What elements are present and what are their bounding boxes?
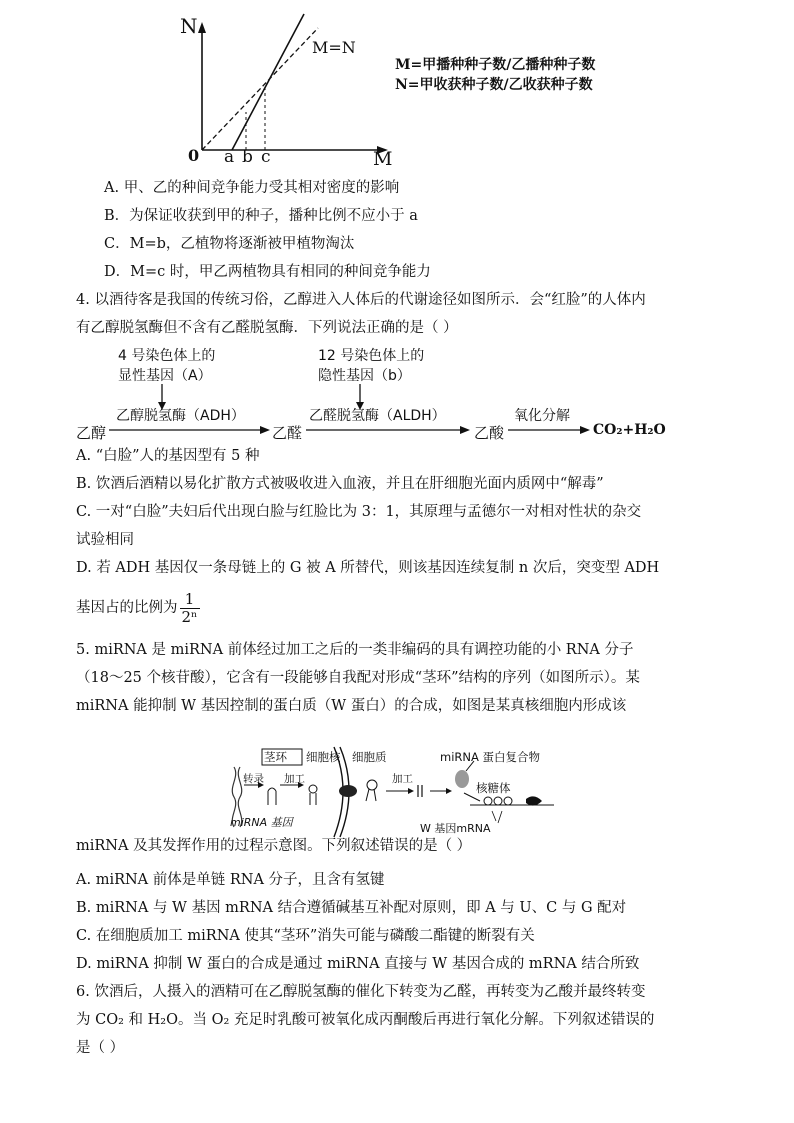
competition-graph	[180, 8, 400, 168]
origin-label: 0	[188, 146, 200, 165]
q4-option-d-text: 基因占的比例为	[76, 600, 178, 616]
nucleus-label: 细胞核	[306, 750, 341, 764]
q5-option-b: B. miRNA 与 W 基因 mRNA 结合遵循碱基互补配对原则，即 A 与 U、C 与 G 配对	[76, 900, 627, 916]
q4-option-c-line-2: 试验相同	[76, 532, 134, 548]
q4-option-d-line-2	[76, 590, 200, 626]
q6-stem-line-2: 为 CO₂ 和 H₂O。当 O₂ 充足时乳酸可被氧化成丙酮酸后再进行氧化分解。下列叙述错误的	[76, 1012, 655, 1028]
enzyme-adh-label: 乙醇脱氢酶（ADH）	[116, 408, 245, 424]
q3-option-b: B．为保证收获到甲的种子，播种比例不应小于 a	[104, 208, 418, 224]
q5-stem-line-4: miRNA 及其发挥作用的过程示意图。下列叙述错误的是（ ）	[76, 838, 472, 854]
processing-label-1: 加工	[284, 773, 305, 785]
tick-c-label: c	[261, 147, 271, 167]
fraction-numerator: 1	[180, 591, 200, 609]
y-axis-label: N	[180, 14, 198, 38]
tick-b-label: b	[242, 147, 253, 167]
y-axis-arrow	[198, 22, 206, 33]
legend-n-definition: N=甲收获种子数/乙收获种子数	[395, 77, 593, 93]
oxidation-label: 氧化分解	[514, 408, 570, 424]
node-ethanol: 乙醇	[76, 424, 107, 442]
gene2-label-line2: 隐性基因（b）	[318, 368, 411, 384]
q4-option-b: B. 饮酒后酒精以易化扩散方式被吸收进入血液，并且在肝细胞光面内质网中“解毒”	[76, 476, 604, 492]
transcription-label: 转录	[243, 773, 264, 785]
q6-stem-line-3: 是（ ）	[76, 1040, 125, 1056]
legend-m-definition: M=甲播种种子数/乙播种种子数	[395, 57, 596, 73]
complex-label: miRNA 蛋白复合物	[440, 750, 541, 764]
q6-stem-line-1: 6. 饮酒后，人摄入的酒精可在乙醇脱氢酶的催化下转变为乙醛，再转变为乙酸并最终转变	[76, 984, 646, 1000]
stem-loop-label: 茎环	[264, 750, 287, 764]
q4-option-c-line-1: C. 一对“白脸”夫妇后代出现白脸与红脸比为 3：1，其原理与孟德尔一对相对性状的杂交	[76, 504, 642, 520]
q4-stem-line-1: 4. 以酒待客是我国的传统习俗，乙醇进入人体后的代谢途径如图所示．会“红脸”的人体内	[76, 292, 646, 308]
dashed-m-equals-n-line	[202, 28, 318, 150]
q3-option-c: C．M=b，乙植物将逐渐被甲植物淘汰	[104, 236, 355, 252]
q5-option-d: D. miRNA 抑制 W 蛋白的合成是通过 miRNA 直接与 W 基因合成的 mRNA 结合所致	[76, 956, 640, 972]
node-acetaldehyde: 乙醛	[272, 424, 303, 442]
gene2-label-line1: 12 号染色体上的	[318, 348, 425, 364]
gene1-label-line2: 显性基因（A）	[118, 368, 212, 384]
processing-label-2: 加工	[392, 773, 413, 785]
q5-stem-line-2: （18～25 个核苷酸），它含有一段能够自我配对形成“茎环”结构的序列（如图所示）。某	[76, 670, 640, 686]
q3-option-a: A. 甲、乙的种间竞争能力受其相对密度的影响	[104, 180, 400, 196]
enzyme-aldh-label: 乙醛脱氢酶（ALDH）	[309, 408, 446, 424]
cytoplasm-label: 细胞质	[352, 750, 387, 764]
q5-option-a: A. miRNA 前体是单链 RNA 分子，且含有氢键	[76, 872, 385, 888]
fraction-denominator: 2ⁿ	[181, 607, 198, 626]
solid-n-line	[232, 14, 304, 150]
node-acetic-acid: 乙酸	[474, 424, 505, 442]
q5-stem-line-1: 5. miRNA 是 miRNA 前体经过加工之后的一类非编码的具有调控功能的小 RNA 分子	[76, 642, 634, 658]
w-mrna-label: W 基因mRNA	[420, 822, 491, 835]
q4-option-a: A. “白脸”人的基因型有 5 种	[76, 448, 260, 464]
fraction	[180, 591, 200, 626]
q5-stem-line-3: miRNA 能抑制 W 基因控制的蛋白质（W 蛋白）的合成，如图是某真核细胞内形成该	[76, 698, 627, 714]
line-label: M=N	[312, 38, 356, 57]
q4-stem-line-2: 有乙醇脱氢酶但不含有乙醛脱氢酶．下列说法正确的是（ ）	[76, 320, 458, 336]
q3-option-d: D．M=c 时，甲乙两植物具有相同的种间竞争能力	[104, 264, 431, 280]
mirna-gene-label: miRNA 基因	[230, 816, 293, 829]
node-product: CO₂+H₂O	[593, 422, 666, 438]
ribosome-label: 核糖体	[476, 781, 511, 795]
q5-option-c: C. 在细胞质加工 miRNA 使其“茎环”消失可能与磷酸二酯键的断裂有关	[76, 928, 535, 944]
gene1-label-line1: 4 号染色体上的	[118, 348, 216, 364]
tick-a-label: a	[224, 147, 235, 167]
x-axis-label: M	[373, 148, 393, 170]
q4-option-d-line-1: D. 若 ADH 基因仅一条母链上的 G 被 A 所替代，则该基因连续复制 n 次后，突变型 ADH	[76, 560, 660, 576]
